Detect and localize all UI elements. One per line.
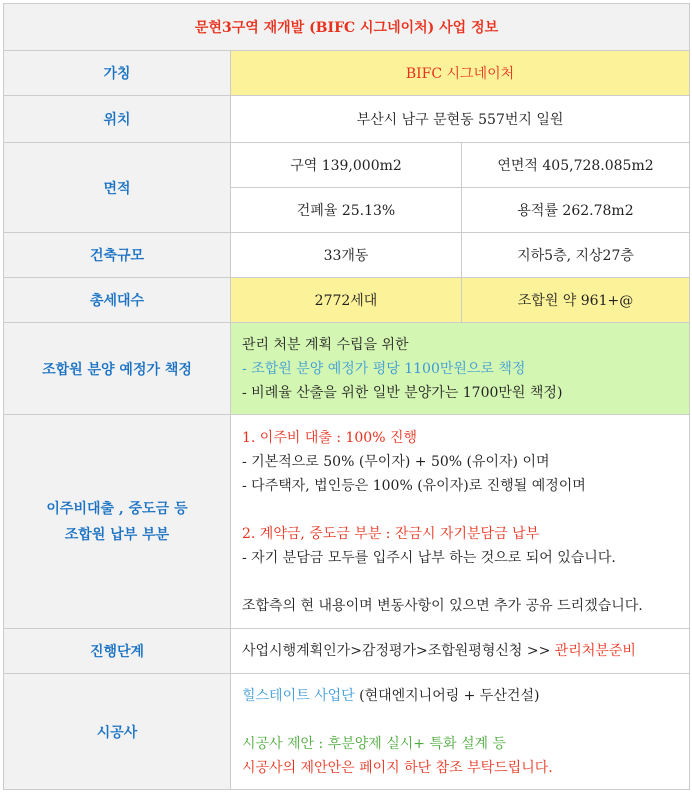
loan-line-3: - 자기 분담금 모두를 입주시 납부 하는 것으로 되어 있습니다.: [242, 549, 616, 566]
loan-heading-2: 2. 계약금, 중도금 부분 : 잔금시 자기분담금 납부: [242, 525, 540, 542]
scale-buildings: 33개동: [231, 233, 462, 278]
sale-price-line-2: - 조합원 분양 예정가 평당 1100만원으로 책정: [242, 360, 526, 377]
area-label: 면적: [4, 143, 231, 233]
loan-label-line-1: 이주비대출 , 중도금 등: [46, 500, 188, 517]
area-district: 구역 139,000m2: [231, 143, 462, 188]
scale-label: 건축규모: [4, 233, 231, 278]
builder-row: [4, 674, 690, 790]
sale-price-content: [231, 323, 690, 415]
builder-name-highlight: 힐스테이트 사업단: [242, 687, 355, 704]
stage-text: 사업시행계획인가>감정평가>조합원평형신청 >>: [242, 643, 555, 659]
builder-name-rest: (현대엔지니어링 + 두산건설): [354, 687, 540, 704]
area-row-1: [4, 143, 690, 188]
households-label: 총세대수: [4, 278, 231, 323]
name-row: [4, 51, 690, 96]
builder-proposal: 시공사 제안 : 후분양제 실시+ 특화 설계 등: [242, 735, 506, 752]
loan-row: [4, 415, 690, 629]
title-row: [4, 4, 690, 51]
loan-label-line-2: 조합원 납부 부분: [64, 526, 170, 543]
builder-content: [231, 674, 690, 790]
name-label: 가칭: [4, 51, 231, 96]
households-row: [4, 278, 690, 323]
sale-price-line-1: 관리 처분 계획 수립을 위한: [242, 336, 409, 353]
sale-price-line-3: - 비례율 산출을 위한 일반 분양가는 1700만원 책정): [242, 384, 563, 401]
area-floor-area: 연면적 405,728.085m2: [462, 143, 690, 188]
table-title: 문현3구역 재개발 (BIFC 시그네이처) 사업 정보: [4, 4, 690, 51]
stage-content: [231, 629, 690, 674]
sale-price-label: 조합원 분양 예정가 책정: [4, 323, 231, 415]
stage-label: 진행단계: [4, 629, 231, 674]
name-value: BIFC 시그네이처: [231, 51, 690, 96]
loan-heading-1: 1. 이주비 대출 : 100% 진행: [242, 429, 418, 446]
loan-line-1: - 기본적으로 50% (무이자) + 50% (유이자) 이며: [242, 453, 550, 470]
builder-note: 시공사의 제안안은 페이지 하단 참조 부탁드립니다.: [242, 759, 553, 776]
project-info-table: [3, 3, 690, 790]
location-label: 위치: [4, 96, 231, 143]
stage-row: [4, 629, 690, 674]
loan-label: [4, 415, 231, 629]
households-total: 2772세대: [231, 278, 462, 323]
stage-highlight: 관리처분준비: [554, 643, 636, 659]
location-row: [4, 96, 690, 143]
loan-line-2: - 다주택자, 법인등은 100% (유이자)로 진행될 예정이며: [242, 477, 586, 494]
loan-content: [231, 415, 690, 629]
scale-floors: 지하5층, 지상27층: [462, 233, 690, 278]
households-members: 조합원 약 961+@: [462, 278, 690, 323]
area-far: 용적률 262.78m2: [462, 188, 690, 233]
loan-line-4: 조합측의 현 내용이며 변동사항이 있으면 추가 공유 드리겠습니다.: [242, 597, 643, 614]
location-value: 부산시 남구 문현동 557번지 일원: [231, 96, 690, 143]
area-coverage: 건폐율 25.13%: [231, 188, 462, 233]
builder-label: 시공사: [4, 674, 231, 790]
scale-row: [4, 233, 690, 278]
sale-price-row: [4, 323, 690, 415]
